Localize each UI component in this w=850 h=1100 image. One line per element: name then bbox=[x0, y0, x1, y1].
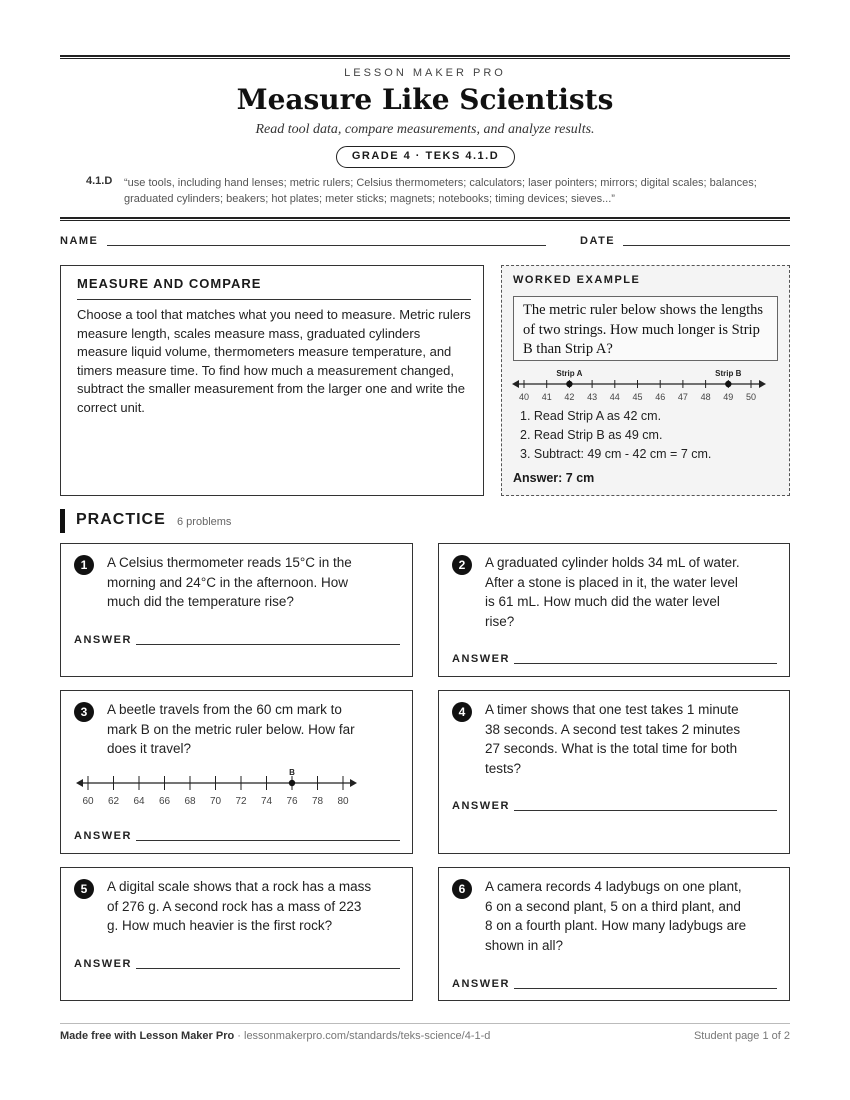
ruler-arrow-left bbox=[512, 380, 519, 388]
practice-accent-bar bbox=[60, 509, 65, 533]
ruler-tick-label: 50 bbox=[745, 392, 757, 402]
answer-field[interactable] bbox=[136, 644, 400, 645]
ruler-marker bbox=[566, 381, 572, 387]
date-field[interactable] bbox=[623, 245, 790, 246]
problem-number: 2 bbox=[452, 555, 472, 575]
ruler-tick-label: 64 bbox=[133, 796, 145, 807]
ruler-marker-label: B bbox=[289, 768, 295, 777]
ruler-tick-label: 40 bbox=[518, 392, 530, 402]
ruler-tick-label: 41 bbox=[541, 392, 552, 402]
ruler-tick-label: 47 bbox=[677, 392, 688, 402]
answer-label: ANSWER bbox=[452, 653, 510, 665]
worked-step: 1. Read Strip A as 42 cm. bbox=[520, 409, 662, 423]
header-bottom-rule bbox=[60, 217, 790, 221]
page-title: Measure Like Scientists bbox=[236, 83, 614, 116]
problem-ruler bbox=[73, 763, 373, 809]
answer-field[interactable] bbox=[136, 968, 400, 969]
worked-answer: Answer: 7 cm bbox=[513, 471, 595, 485]
answer-label: ANSWER bbox=[74, 958, 132, 970]
footer-credit bbox=[60, 1030, 490, 1042]
footer-page-number: Student page 1 of 2 bbox=[693, 1030, 790, 1042]
ruler-marker bbox=[725, 381, 731, 387]
worked-heading: WORKED EXAMPLE bbox=[513, 274, 641, 286]
ruler-tick-label: 42 bbox=[564, 392, 575, 402]
ruler-tick-label: 60 bbox=[82, 796, 94, 807]
ruler-tick-label: 68 bbox=[184, 796, 196, 807]
answer-label: ANSWER bbox=[74, 830, 132, 842]
ruler-arrow-right bbox=[759, 380, 766, 388]
measure-compare-panel bbox=[60, 265, 484, 496]
standard-code: 4.1.D bbox=[86, 175, 113, 187]
practice-heading: PRACTICE bbox=[76, 511, 166, 528]
ruler-tick-label: 43 bbox=[587, 392, 598, 402]
name-field[interactable] bbox=[107, 245, 546, 246]
ruler-tick-label: 44 bbox=[609, 392, 620, 402]
problem-card-6 bbox=[438, 867, 790, 1001]
problem-card-1 bbox=[60, 543, 413, 677]
problem-number: 1 bbox=[74, 555, 94, 575]
worked-step: 3. Subtract: 49 cm - 42 cm = 7 cm. bbox=[520, 447, 712, 461]
standard-text: “use tools, including hand lenses; metric rulers; Celsius thermometers; calculators; laser pointers; mirrors; digital scales; balances; graduated cylinders; beakers; hot plates; meter sticks; magnets; notebooks; timing devices; sieves...” bbox=[124, 177, 757, 205]
problem-text: A graduated cylinder holds 34 mL of water. After a stone is placed in it, the water level is 61 mL. How much did the water level rise? bbox=[485, 555, 740, 629]
page-subtitle: Read tool data, compare measurements, and analyze results. bbox=[255, 122, 595, 137]
answer-field[interactable] bbox=[514, 810, 777, 811]
problem-text: A timer shows that one test takes 1 minute 38 seconds. A second test takes 2 minutes 27 seconds. What is the total time for both tests? bbox=[485, 702, 741, 776]
ruler-tick-label: 62 bbox=[107, 796, 120, 807]
measure-divider bbox=[77, 299, 471, 300]
measure-heading: MEASURE AND COMPARE bbox=[77, 276, 262, 291]
top-rule bbox=[60, 55, 790, 59]
date-label: DATE bbox=[580, 235, 616, 247]
problem-card-4 bbox=[438, 690, 790, 854]
ruler-tick-label: 74 bbox=[260, 796, 273, 807]
problem-text: A beetle travels from the 60 cm mark to mark B on the metric ruler below. How far does it travel? bbox=[107, 702, 355, 756]
ruler-arrow-left bbox=[76, 779, 83, 787]
name-label: NAME bbox=[60, 235, 99, 247]
problem-number: 4 bbox=[452, 702, 472, 722]
ruler-tick-label: 72 bbox=[235, 796, 247, 807]
problem-number: 6 bbox=[452, 879, 472, 899]
problem-card-5 bbox=[60, 867, 413, 1001]
answer-field[interactable] bbox=[514, 663, 777, 664]
worked-example-panel bbox=[501, 265, 790, 496]
problem-number: 5 bbox=[74, 879, 94, 899]
ruler-marker bbox=[289, 780, 295, 786]
ruler-tick-label: 49 bbox=[723, 392, 734, 402]
ruler-marker-label: Strip B bbox=[715, 369, 742, 378]
answer-field[interactable] bbox=[514, 988, 777, 989]
worked-ruler bbox=[512, 364, 772, 406]
answer-label: ANSWER bbox=[452, 800, 510, 812]
ruler-arrow-right bbox=[350, 779, 357, 787]
ruler-tick-label: 66 bbox=[158, 796, 171, 807]
practice-count: 6 problems bbox=[177, 516, 232, 528]
problem-text: A camera records 4 ladybugs on one plant, 6 on a second plant, 5 on a third plant, and 8 on a fourth plant. How many ladybugs are shown in all? bbox=[485, 879, 747, 953]
ruler-marker-label: Strip A bbox=[556, 369, 583, 378]
brand-name: LESSON MAKER PRO bbox=[344, 67, 506, 79]
grade-badge: GRADE 4 · TEKS 4.1.D bbox=[336, 146, 515, 168]
ruler-tick-label: 48 bbox=[700, 392, 711, 402]
problem-text: A digital scale shows that a rock has a mass of 276 g. A second rock has a mass of 223 g. How much heavier is the first rock? bbox=[107, 879, 372, 933]
footer-made-by: Made free with Lesson Maker Pro bbox=[60, 1030, 235, 1042]
worked-step: 2. Read Strip B as 49 cm. bbox=[520, 428, 663, 442]
ruler-tick-label: 45 bbox=[632, 392, 643, 402]
problem-number: 3 bbox=[74, 702, 94, 722]
ruler-tick-label: 78 bbox=[311, 796, 324, 807]
answer-label: ANSWER bbox=[74, 634, 132, 646]
worked-question: The metric ruler below shows the lengths of two strings. How much longer is Strip B than Strip A? bbox=[513, 296, 778, 361]
ruler-tick-label: 76 bbox=[286, 796, 298, 807]
problem-card-2 bbox=[438, 543, 790, 677]
answer-field[interactable] bbox=[136, 840, 400, 841]
ruler-tick-label: 80 bbox=[337, 796, 349, 807]
answer-label: ANSWER bbox=[452, 978, 510, 990]
problem-card-3 bbox=[60, 690, 413, 854]
ruler-tick-label: 46 bbox=[655, 392, 666, 402]
footer-url[interactable]: · lessonmakerpro.com/standards/teks-science/4-1-d bbox=[234, 1030, 491, 1042]
ruler-tick-label: 70 bbox=[209, 796, 222, 807]
problem-text: A Celsius thermometer reads 15°C in the morning and 24°C in the afternoon. How much did the temperature rise? bbox=[107, 555, 352, 609]
footer-divider bbox=[60, 1023, 790, 1024]
measure-body: Choose a tool that matches what you need to measure. Metric rulers measure length, scales measure mass, graduated cylinders measure liquid volume, thermometers measure temperature, and timers measure time. To find how much a measurement changed, subtract the smaller measurement from the larger one and write the correct unit. bbox=[77, 307, 471, 415]
